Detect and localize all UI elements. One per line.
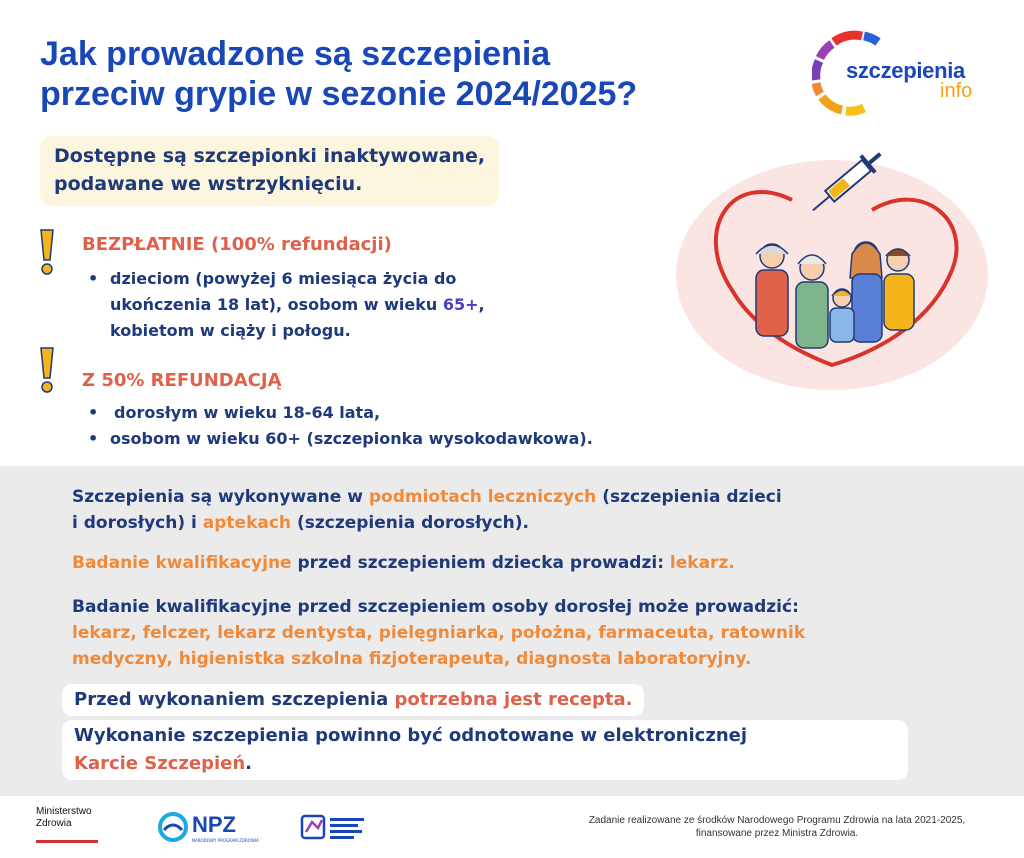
record-note xyxy=(62,720,908,780)
list-item: • osobom w wieku 60+ (szczepionka wysokodawkowa). xyxy=(82,426,762,452)
logo-sub: info xyxy=(940,80,973,102)
free-item-a: dzieciom (powyżej 6 miesiąca życia do xyxy=(110,269,457,288)
free-item-c: kobietom w ciąży i połogu. xyxy=(110,321,351,340)
where-text-1: Szczepienia są wykonywane w xyxy=(72,487,369,507)
title-line-1: Jak prowadzone są szczepienia xyxy=(40,35,551,73)
list-item xyxy=(82,266,642,344)
funding-note xyxy=(552,814,1002,840)
adult-exam-list-2: medyczny, higienistka szkolna fizjoterapeuta, diagnosta laboratoryjny. xyxy=(72,649,752,669)
child-exam-highlight-2: lekarz. xyxy=(669,553,735,573)
where-text-2: (szczepienia dzieci xyxy=(596,487,782,507)
free-item-b-highlight: 65+ xyxy=(442,295,479,314)
ministry-logo-bar xyxy=(36,840,98,843)
where-text-4: (szczepienia dorosłych). xyxy=(291,513,529,533)
npz-logo-icon xyxy=(158,812,188,842)
intro-line-2: podawane we wstrzyknięciu. xyxy=(54,173,363,195)
where-highlight-2: aptekach xyxy=(202,513,292,533)
half-list xyxy=(82,400,762,452)
prescription-text: Przed wykonaniem szczepienia xyxy=(74,689,395,710)
free-heading: BEZPŁATNIE (100% refundacji) xyxy=(82,234,392,255)
funding-note-line-2: finansowane przez Ministra Zdrowia. xyxy=(695,828,859,839)
prescription-highlight: potrzebna jest recepta. xyxy=(394,689,633,710)
adult-exam-paragraph xyxy=(72,594,972,672)
where-text-3: i dorosłych) i xyxy=(72,513,203,533)
record-text: Wykonanie szczepienia powinno być odnotowane w elektronicznej xyxy=(74,725,748,746)
list-item: • dorosłym w wieku 18-64 lata, xyxy=(82,400,762,426)
szczepienia-info-logo xyxy=(812,30,1002,120)
family-vaccination-illustration xyxy=(672,150,992,400)
pzh-institute-logo xyxy=(300,812,370,844)
logo-word: szczepienia xyxy=(846,58,965,83)
child-exam-highlight-1: Badanie kwalifikacyjne xyxy=(72,553,292,573)
record-end: . xyxy=(245,753,253,774)
funding-note-line-1: Zadanie realizowane ze środków Narodowego Programu Zdrowia na lata 2021-2025, xyxy=(588,815,966,826)
child-exam-text: przed szczepieniem dziecka prowadzi: xyxy=(291,553,670,573)
prescription-note xyxy=(62,684,644,716)
half-heading: Z 50% REFUNDACJĄ xyxy=(82,370,282,391)
free-item-b: ukończenia 18 lat), osobom w wieku xyxy=(110,295,443,314)
adult-exam-text: Badanie kwalifikacyjne przed szczepieniem osoby dorosłej może prowadzić: xyxy=(72,597,799,617)
npz-logo-sub: NARODOWY PROGRAM ZDROWIA xyxy=(192,838,259,843)
page-title xyxy=(40,34,800,114)
npz-logo-text: NPZ xyxy=(192,812,236,837)
exclamation-icon xyxy=(38,346,56,394)
title-line-2: przeciw grypie w sezonie 2024/2025? xyxy=(40,75,638,113)
record-highlight: Karcie Szczepień xyxy=(74,753,246,774)
free-item-b-end: , xyxy=(478,295,485,314)
where-highlight-1: podmiotach leczniczych xyxy=(368,487,597,507)
intro-line-1: Dostępne są szczepionki inaktywowane, xyxy=(54,145,486,167)
exclamation-icon xyxy=(38,228,56,276)
ministry-line-1: Ministerstwo xyxy=(36,806,92,817)
free-list xyxy=(82,266,642,344)
ministry-logo xyxy=(36,806,92,830)
intro-box xyxy=(40,136,499,206)
child-exam-paragraph xyxy=(72,550,952,576)
adult-exam-list-1: lekarz, felczer, lekarz dentysta, pielęgniarka, położna, farmaceuta, ratownik xyxy=(72,623,806,643)
ministry-line-2: Zdrowia xyxy=(36,818,72,829)
where-paragraph xyxy=(72,484,952,536)
